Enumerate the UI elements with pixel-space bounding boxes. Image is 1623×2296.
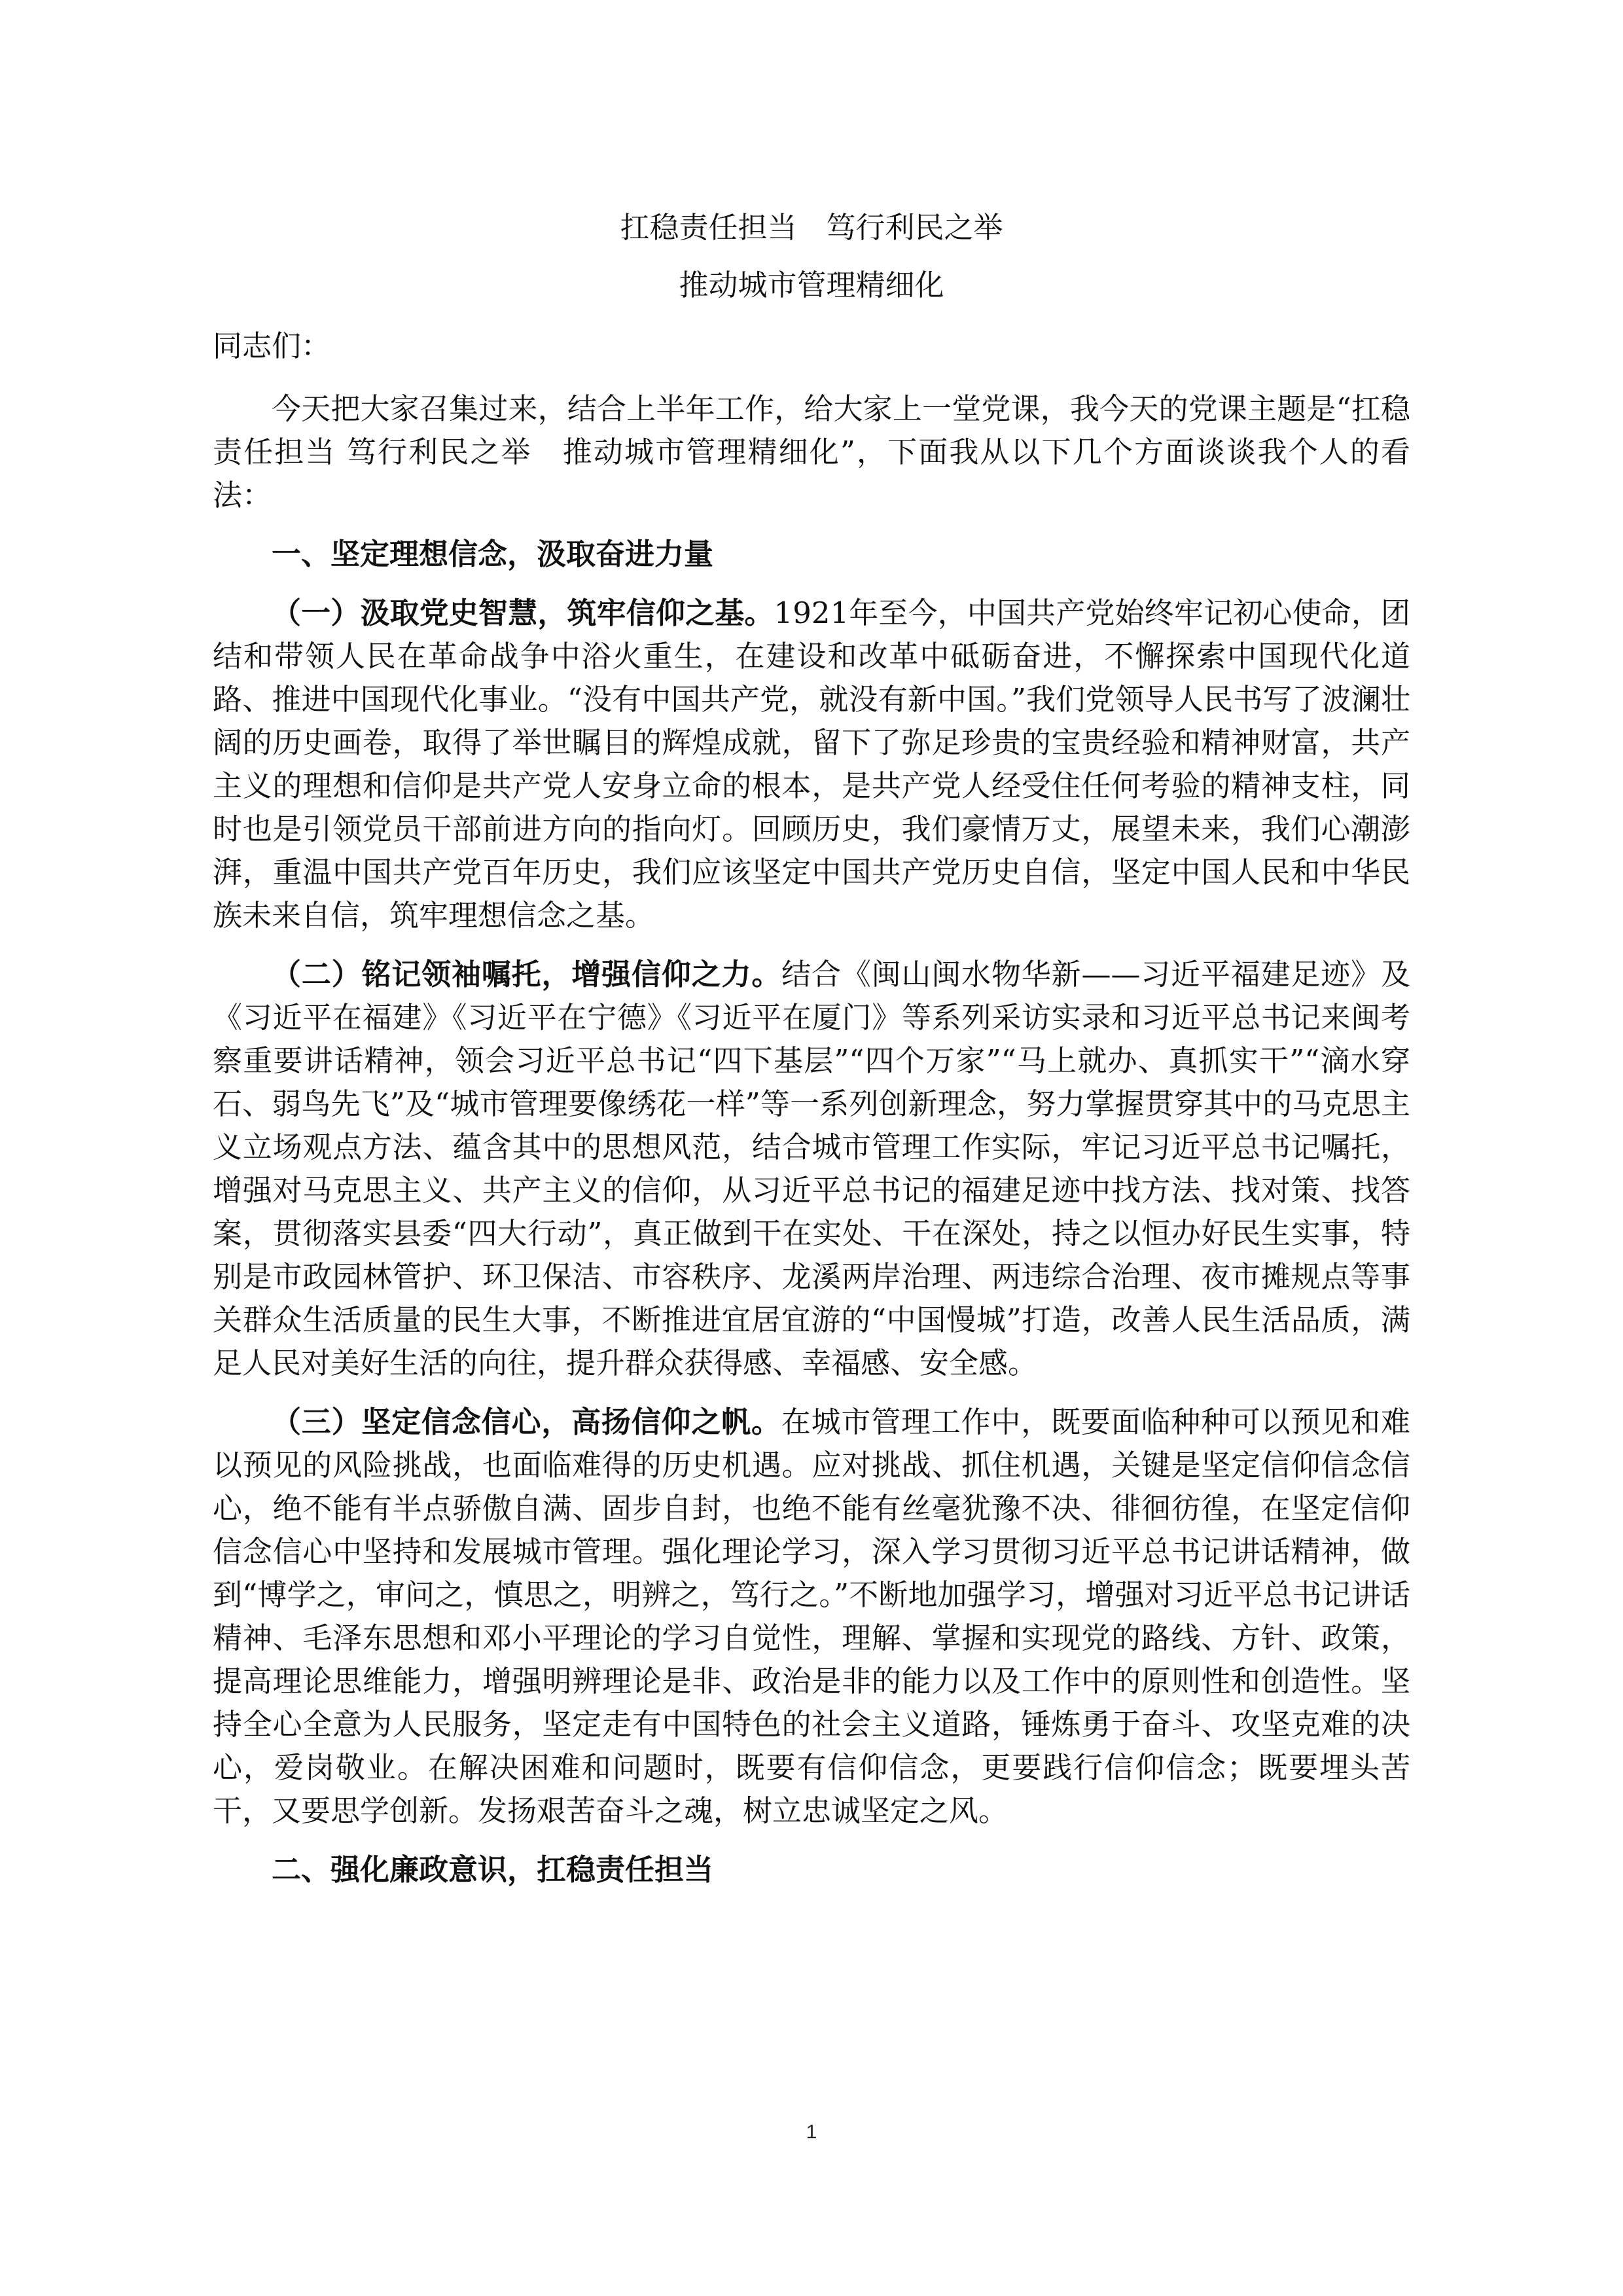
document-body bbox=[213, 208, 1410, 1907]
page-number: 1 bbox=[806, 2121, 817, 2143]
document-subtitle: 推动城市管理精细化 bbox=[679, 268, 944, 302]
paragraph-1 bbox=[213, 592, 1410, 937]
paragraph-2-body: 结合《闽山闽水物华新——习近平福建足迹》及《习近平在福建》《习近平在宁德》《习近平在厦门》等系列采访实录和习近平总书记来闽考察重要讲话精神，领会习近平总书记“四下基层”“四个万家”“马上就办、真抓实干”“滴水穿石、弱鸟先飞”及“城市管理要像绣花一样”等一系列创新理念，努力掌握贯穿其中的马克思主义立场观点方法、蕴含其中的思想风范，结合城市管理工作实际，牢记习近平总书记嘱托，增强对马克思主义、共产主义的信仰，从习近平总书记的福建足迹中找方法、找对策、找答案，贯彻落实县委“四大行动”，真正做到干在实处、干在深处，持之以恒办好民生实事，特别是市政园林管护、环卫保洁、市容秩序、龙溪两岸治理、两违综合治理、夜市摊规点等事关群众生活质量的民生大事，不断推进宜居宜游的“中国慢城”打造，改善人民生活品质，满足人民对美好生活的向往，提升群众获得感、幸福感、安全感。 bbox=[213, 957, 1410, 1380]
salutation: 同志们： bbox=[213, 329, 331, 363]
section-heading-2: 二、强化廉政意识，扛稳责任担当 bbox=[272, 1852, 714, 1887]
paragraph-1-lead: （一）汲取党史智慧，筑牢信仰之基。 bbox=[272, 596, 774, 630]
paragraph-2 bbox=[213, 953, 1410, 1385]
paragraph-3-lead: （三）坚定信念信心，高扬信仰之帆。 bbox=[272, 1405, 781, 1439]
paragraph-3-body: 在城市管理工作中，既要面临种种可以预见和难以预见的风险挑战，也面临难得的历史机遇。应对挑战、抓住机遇，关键是坚定信仰信念信心，绝不能有半点骄傲自满、固步自封，也绝不能有丝毫犹豫不决、徘徊彷徨，在坚定信仰信念信心中坚持和发展城市管理。强化理论学习，深入学习贯彻习近平总书记讲话精神，做到“博学之，审问之，慎思之，明辨之，笃行之。”不断地加强学习，增强对习近平总书记讲话精神、毛泽东思想和邓小平理论的学习自觉性，理解、掌握和实现党的路线、方针、政策，提高理论思维能力，增强明辨理论是非、政治是非的能力以及工作中的原则性和创造性。坚持全心全意为人民服务，坚定走有中国特色的社会主义道路，锤炼勇于奋斗、攻坚克难的决心，爱岗敬业。在解决困难和问题时，既要有信仰信念，更要践行信仰信念；既要埋头苦干，又要思学创新。发扬艰苦奋斗之魂，树立忠诚坚定之风。 bbox=[213, 1405, 1410, 1828]
paragraph-3 bbox=[213, 1401, 1410, 1833]
intro-paragraph: 今天把大家召集过来，结合上半年工作，给大家上一堂党课，我今天的党课主题是“扛稳责任担当 笃行利民之举 推动城市管理精细化”，下面我从以下几个方面谈谈我个人的看法： bbox=[213, 391, 1410, 512]
document-title: 扛稳责任担当 笃行利民之举 bbox=[620, 210, 1003, 245]
paragraph-2-lead: （二）铭记领袖嘱托，增强信仰之力。 bbox=[272, 957, 782, 992]
section-heading-1: 一、坚定理想信念，汲取奋进力量 bbox=[272, 537, 714, 571]
paragraph-1-body: 1921年至今，中国共产党始终牢记初心使命，团结和带领人民在革命战争中浴火重生，在建设和改革中砥砺奋进，不懈探索中国现代化道路、推进中国现代化事业。“没有中国共产党，就没有新中国。”我们党领导人民书写了波澜壮阔的历史画卷，取得了举世瞩目的辉煌成就，留下了弥足珍贵的宝贵经验和精神财富，共产主义的理想和信仰是共产党人安身立命的根本，是共产党人经受住任何考验的精神支柱，同时也是引领党员干部前进方向的指向灯。回顾历史，我们豪情万丈，展望未来，我们心潮澎湃，重温中国共产党百年历史，我们应该坚定中国共产党历史自信，坚定中国人民和中华民族未来自信，筑牢理想信念之基。 bbox=[213, 596, 1410, 933]
